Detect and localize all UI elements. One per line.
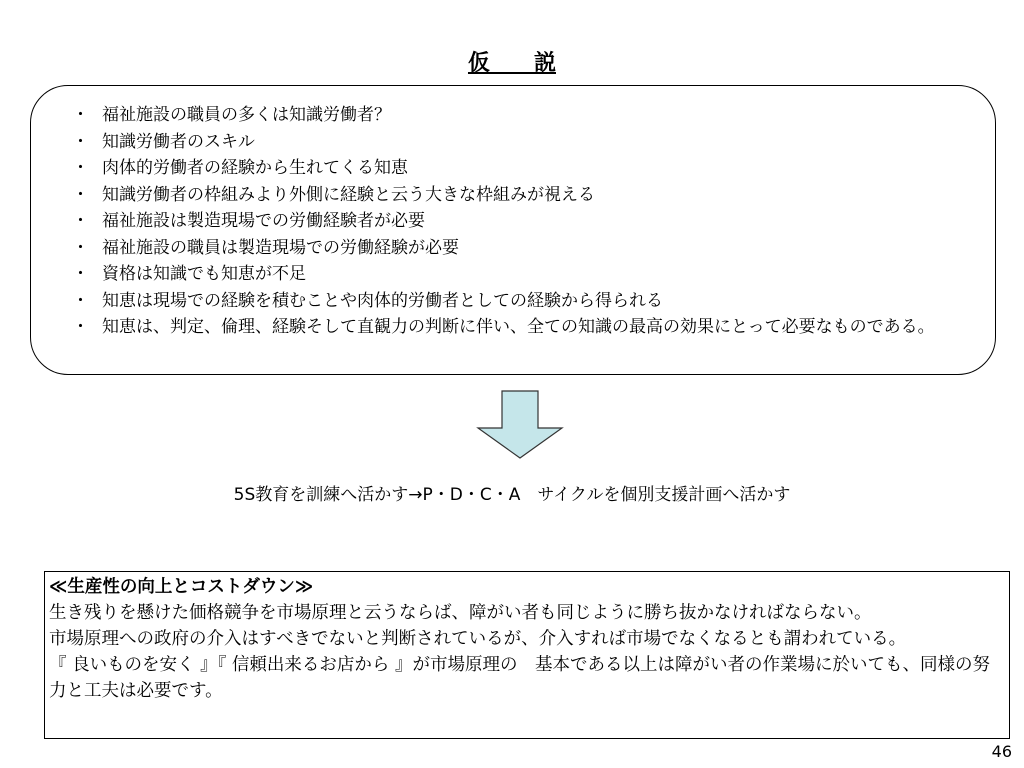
bullet-marker: ・ [72,184,89,205]
bullet-text: 知識労働者の枠組みより外側に経験と云う大きな枠組みが視える [102,184,595,205]
list-item [72,208,972,235]
slide-title: 仮 説 [467,51,556,76]
list-item [72,288,972,315]
list-item [72,235,972,262]
bullet-marker: ・ [72,290,89,311]
bullet-marker: ・ [72,317,89,337]
bullet-text: 知恵は、判定、倫理、経験そして直観力の判断に伴い、全ての知識の最高の効果にとって必要なものである。 [102,317,935,337]
bullet-text: 資格は知識でも知恵が不足 [102,264,306,284]
box-paragraph: 生き残りを懸けた価格競争を市場原理と云うならば、障がい者も同じように勝ち抜かなければならない。 [49,603,872,623]
bullet-marker: ・ [72,105,89,125]
bullet-text: 肉体的労働者の経験から生れてくる知恵 [102,158,408,178]
bullet-text: 福祉施設の職員の多くは知識労働者？ [102,105,391,125]
hypothesis-list [72,102,972,341]
bullet-marker: ・ [72,211,89,231]
bullet-marker: ・ [72,158,89,178]
bullet-marker: ・ [72,131,89,152]
box-paragraph: 市場原理への政府の介入はすべきでないと判断されているが、介入すれば市場でなくなるとも謂われている。 [49,629,907,649]
list-item [72,155,972,182]
bullet-text: 知識労働者のスキル [102,131,255,152]
bullet-marker: ・ [72,264,89,284]
bullet-text: 福祉施設は製造現場での労働経験者が必要 [102,211,425,231]
bullet-marker: ・ [72,237,89,258]
down-arrow-icon [475,390,565,460]
pdca-caption: 5S教育を訓練へ活かす→P・D・C・A サイクルを個別支援計画へ活かす [233,485,791,505]
list-item [72,261,972,288]
box-paragraph: 『 良いものを安く 』『 信頼出来るお店から 』が市場原理の 基本である以上は障がい者の作業場に於いても、同様の努力と工夫は必要です。 [49,655,990,701]
bullet-text: 知恵は現場での経験を積むことや肉体的労働者としての経験から得られる [102,290,663,311]
box-heading: ≪生産性の向上とコストダウン≫ [49,577,314,597]
down-arrow-shape [478,391,562,458]
list-item [72,102,972,129]
productivity-box [44,571,1010,739]
list-item [72,182,972,209]
page-number: 46 [991,742,1012,761]
list-item [72,314,972,341]
list-item [72,129,972,156]
bullet-text: 福祉施設の職員は製造現場での労働経験が必要 [102,237,459,258]
